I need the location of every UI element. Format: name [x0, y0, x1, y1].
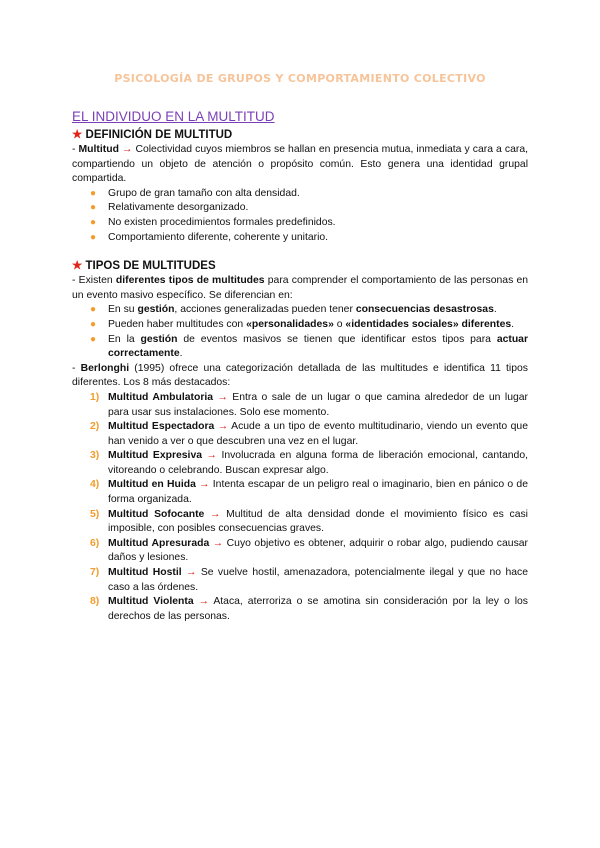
list-item-text: Relativamente desorganizado. [108, 202, 249, 214]
item-term: Multitud Hostil [108, 567, 182, 579]
arrow-icon: → [181, 567, 201, 579]
bullet-dot-icon: ● [90, 231, 97, 243]
arrow-icon: → [209, 537, 227, 549]
item-number: 4) [90, 479, 100, 491]
heading-tipos-text: TIPOS DE MULTITUDES [85, 260, 216, 273]
bold-text: actuar correctamente [108, 333, 528, 360]
definicion-paragraph [72, 143, 528, 187]
text: . [493, 304, 497, 316]
arrow-icon: → [118, 144, 136, 155]
definicion-text: Colectividad cuyos miembros se hallan en presencia mutua, inmediata y cara a cara, compartiendo un objeto de atención o propósito común. Esto genera una identidad grupal compartida. [72, 144, 528, 185]
item-term: Multitud Espectadora [108, 421, 215, 433]
numbered-item [90, 391, 528, 420]
numbered-item [90, 449, 528, 478]
heading-definicion [72, 128, 528, 143]
list-item [90, 201, 528, 216]
list-item [90, 303, 528, 318]
star-icon: ★ [72, 129, 83, 141]
list-item [90, 216, 528, 231]
bullet-dot-icon: ● [90, 304, 97, 316]
item-text: Acude a un tipo de evento multitudinario, viendo un evento que han venido a ver o que descubren una vez en el lugar. [108, 421, 528, 447]
item-number: 6) [90, 537, 100, 549]
bold-text: diferentes tipos de multitudes [115, 275, 265, 287]
numbered-item [90, 537, 528, 566]
text: . [179, 348, 183, 360]
item-number: 8) [90, 596, 100, 608]
numbered-item [90, 478, 528, 507]
item-text: Cuyo objetivo es obtener, adquirir o robar algo, pudiendo causar daños y lesiones. [108, 537, 528, 564]
text: En la [108, 333, 141, 345]
numbered-item [90, 508, 528, 537]
arrow-icon: → [213, 391, 233, 403]
bold-text: «identidades sociales» diferentes [345, 318, 512, 330]
list-item [90, 187, 528, 202]
item-number: 7) [90, 567, 100, 579]
arrow-icon: → [202, 450, 222, 462]
numbered-item [90, 566, 528, 595]
item-term: Multitud Ambulatoria [108, 391, 214, 403]
item-term: Multitud Apresurada [108, 537, 210, 549]
text: . [511, 318, 515, 330]
heading-tipos [72, 259, 528, 274]
item-term: Multitud Sofocante [108, 508, 205, 520]
star-icon: ★ [72, 260, 83, 273]
spacer [72, 245, 528, 259]
item-term: Multitud en Huida [108, 479, 196, 491]
item-text: Multitud de alta densidad donde el movimiento físico es casi imposible, con posibles consecuencias graves. [108, 508, 528, 535]
numbered-item [90, 595, 528, 624]
bullet-dot-icon: ● [90, 216, 97, 228]
item-text: Se vuelve hostil, amenazadora, potencialmente ilegal y que no hace caso a las órdenes. [108, 567, 528, 593]
numbered-item [90, 420, 528, 449]
tipos-bullets [72, 303, 528, 361]
definicion-bullets [72, 187, 528, 245]
text: - Existen [72, 275, 116, 287]
item-text: Entra o sale de un lugar o que camina alrededor de un lugar para usar sus instalaciones. Solo ese momento. [108, 391, 528, 418]
arrow-icon: → [214, 421, 232, 433]
text: En su [108, 304, 138, 316]
section-title: EL INDIVIDUO EN LA MULTITUD [72, 109, 275, 124]
list-item-text: Comportamiento diferente, coherente y unitario. [108, 231, 329, 243]
list-item [90, 231, 528, 246]
bullet-dot-icon: ● [90, 202, 97, 214]
text: , acciones generalizadas pueden tener [174, 304, 356, 316]
page-title: PSICOLOGÍA DE GRUPOS Y COMPORTAMIENTO COLECTIVO [114, 72, 486, 85]
item-term: Multitud Violenta [108, 596, 194, 608]
bullet-dot-icon: ● [90, 187, 97, 199]
term-multitud: Multitud [78, 144, 119, 155]
tipos-intro [72, 274, 528, 303]
bold-text: Berlonghi [80, 362, 130, 374]
bold-text: consecuencias desastrosas [355, 304, 494, 316]
arrow-icon: → [193, 596, 214, 608]
text: de eventos masivos se tienen que identificar estos tipos para [177, 333, 497, 345]
text: o [333, 318, 346, 330]
bullet-dot-icon: ● [90, 318, 97, 330]
bold-text: «personalidades» [246, 318, 334, 330]
text: (1995) ofrece una categorización detallada de las multitudes e identifica 11 tipos diferentes. Los 8 más destacados: [72, 362, 528, 389]
bold-text: gestión [137, 304, 175, 316]
list-item [90, 333, 528, 362]
heading-definicion-text: DEFINICIÓN DE MULTITUD [85, 129, 233, 141]
bold-text: gestión [140, 333, 178, 345]
text: para comprender el comportamiento de las personas en un evento masivo específico. Se diferencian en: [72, 275, 528, 301]
list-item-text: No existen procedimientos formales predefinidos. [108, 216, 336, 228]
item-term: Multitud Expresiva [108, 450, 203, 462]
item-number: 2) [90, 421, 100, 433]
list-item [90, 318, 528, 333]
list-item-text: Grupo de gran tamaño con alta densidad. [108, 187, 300, 199]
dash: - [72, 144, 79, 155]
item-text: Involucrada en alguna forma de liberación emocional, cantando, vitoreando o celebrando. Buscan expresar algo. [108, 450, 528, 476]
multitudes-list [72, 391, 528, 625]
item-text: Ataca, aterroriza o se amotina sin consideración por la ley o los derechos de las personas. [108, 596, 528, 622]
item-text: Intenta escapar de un peligro real o imaginario, bien en pánico o de forma organizada. [108, 479, 528, 506]
item-number: 3) [90, 450, 100, 462]
item-number: 5) [90, 508, 100, 520]
berlonghi-paragraph [72, 362, 528, 391]
bullet-dot-icon: ● [90, 333, 97, 345]
document-body [72, 108, 528, 624]
arrow-icon: → [204, 508, 227, 520]
text: Pueden haber multitudes con [108, 318, 247, 330]
text: - [72, 362, 81, 374]
arrow-icon: → [195, 479, 213, 491]
item-number: 1) [90, 391, 100, 403]
